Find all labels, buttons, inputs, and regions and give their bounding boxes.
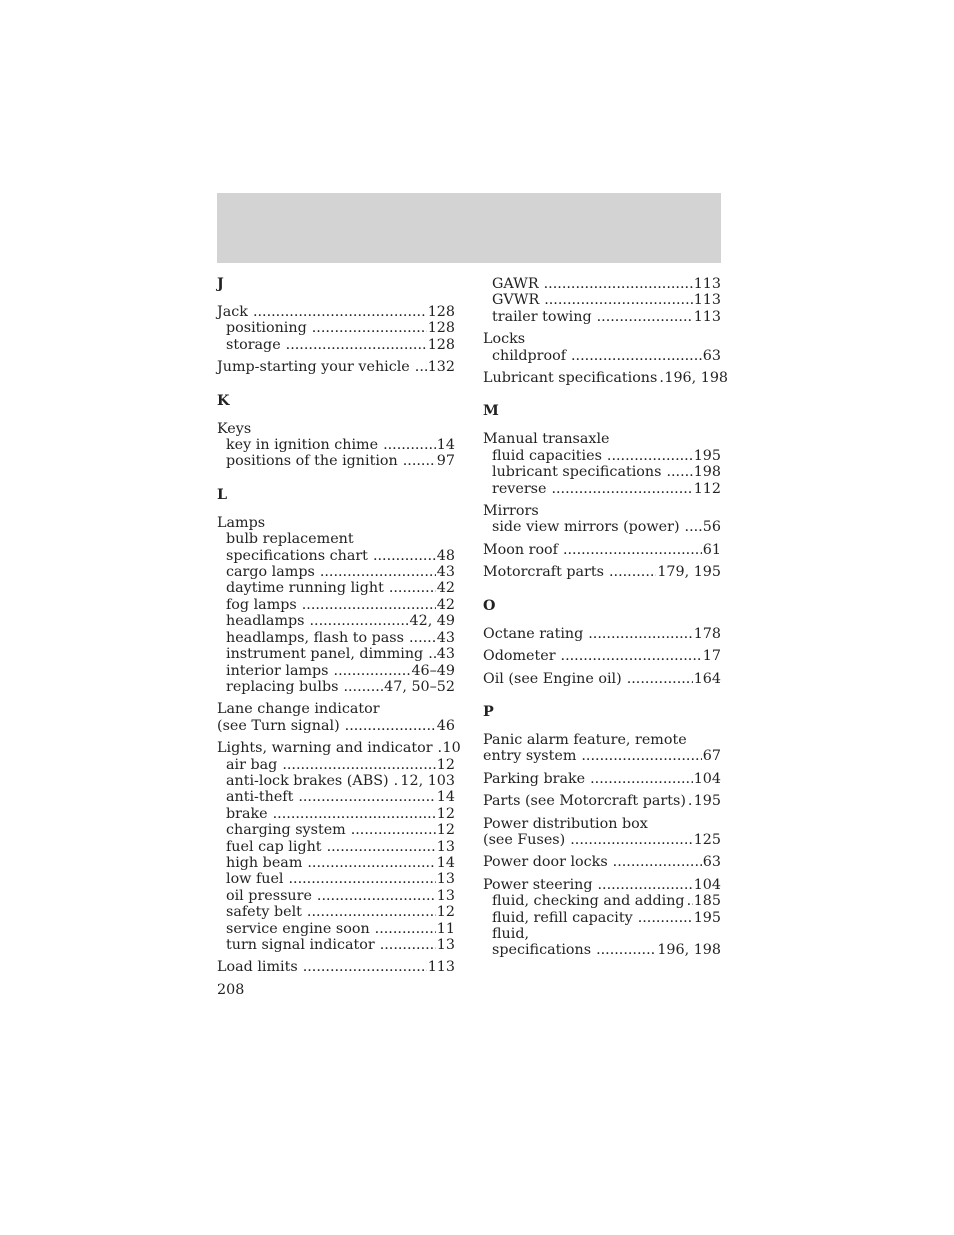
- index-subrow: trailer towing ..... 113: [483, 309, 721, 325]
- index-column-left: [217, 276, 461, 982]
- index-row: Jump-starting your vehicle ..... 132: [217, 359, 455, 375]
- index-entry-power-door-locks: [483, 854, 721, 870]
- index-subrow: positions of the ignition ..... 97: [217, 453, 455, 469]
- index-row: Octane rating ..... 178: [483, 626, 721, 642]
- index-row: Parking brake ..... 104: [483, 771, 721, 787]
- index-entry-keys: [217, 421, 455, 470]
- index-subrow: reverse ..... 112: [483, 481, 721, 497]
- index-entry-power-steering: [483, 877, 721, 959]
- index-row: Oil (see Engine oil) ..... 164: [483, 671, 721, 687]
- index-row: Lights, warning and indicator ..... 10: [217, 740, 455, 756]
- index-subrow: headlamps, flash to pass ..... 43: [217, 630, 455, 646]
- index-row: Lamps: [217, 514, 266, 531]
- index-row: Lane change indicator: [217, 701, 380, 718]
- index-entry-locks: [483, 331, 721, 364]
- section-letter-p: P: [483, 703, 494, 720]
- index-subrow: oil pressure ..... 13: [217, 888, 455, 904]
- index-subrow: anti-lock brakes (ABS) ..... 12, 103: [217, 773, 455, 789]
- index-subrow: service engine soon ..... 11: [217, 921, 455, 937]
- index-row: Mirrors: [483, 503, 539, 520]
- index-row: Lubricant specifications ..... 196, 198: [483, 370, 721, 386]
- page-number: 208: [217, 982, 245, 998]
- index-subrow: GAWR ..... 113: [483, 276, 721, 292]
- index-row: (see Fuses) ..... 125: [483, 832, 721, 848]
- index-row: Jack ..... 128: [217, 304, 455, 320]
- index-entry-power-distribution: [483, 816, 721, 849]
- index-subrow: fluid, refill capacity ..... 195: [483, 910, 721, 926]
- index-subrow: side view mirrors (power) ..... 56: [483, 519, 721, 535]
- index-entry-moon-roof: [483, 542, 721, 558]
- section-letter-o: O: [483, 597, 496, 614]
- index-entry-lane-change: [217, 701, 455, 734]
- index-subrow: high beam ..... 14: [217, 855, 455, 871]
- index-entry-lubricant: [483, 370, 729, 387]
- index-entry-parking-brake: [483, 771, 721, 787]
- index-row: Locks: [483, 331, 526, 348]
- index-subrow: specifications ..... 196, 198: [483, 942, 721, 958]
- index-row: Keys: [217, 420, 252, 437]
- index-subrow: specifications chart ..... 48: [217, 548, 455, 564]
- index-row: Load limits ..... 113: [217, 959, 455, 975]
- index-row: Power steering ..... 104: [483, 877, 721, 893]
- index-subrow: storage ..... 128: [217, 337, 455, 353]
- index-subrow: positioning ..... 128: [217, 320, 455, 336]
- index-entry-lamps: [217, 515, 455, 695]
- index-column-right: [483, 276, 729, 965]
- index-row: Panic alarm feature, remote: [483, 731, 687, 748]
- index-entry-manual-transaxle: [483, 431, 721, 497]
- index-row: Parts (see Motorcraft parts) ..... 195: [483, 793, 721, 809]
- index-subrow: safety belt ..... 12: [217, 904, 455, 920]
- index-entry-octane: [483, 626, 721, 642]
- index-row: Odometer ..... 17: [483, 648, 721, 664]
- index-entry-jack: [217, 304, 455, 353]
- section-letter-k: K: [217, 392, 230, 409]
- index-subrow: replacing bulbs ..... 47, 50–52: [217, 679, 455, 695]
- index-subrow: brake ..... 12: [217, 806, 455, 822]
- index-subrow: fog lamps ..... 42: [217, 597, 455, 613]
- index-subrow: turn signal indicator ..... 13: [217, 937, 455, 953]
- index-row: Power distribution box: [483, 815, 648, 832]
- index-subrow: air bag ..... 12: [217, 757, 455, 773]
- index-subrow: bulb replacement: [226, 531, 354, 548]
- index-subrow: GVWR ..... 113: [483, 292, 721, 308]
- index-row: Power door locks ..... 63: [483, 854, 721, 870]
- index-subrow: key in ignition chime ..... 14: [217, 437, 455, 453]
- index-subrow: lubricant specifications ..... 198: [483, 464, 721, 480]
- index-subrow: headlamps ..... 42, 49: [217, 613, 455, 629]
- index-entry-weights: [483, 276, 721, 325]
- index-entry-mirrors: [483, 503, 721, 536]
- section-letter-j: J: [217, 276, 224, 292]
- index-row: Motorcraft parts ..... 179, 195: [483, 564, 721, 580]
- index-subrow: fluid,: [492, 925, 530, 942]
- index-subrow: charging system ..... 12: [217, 822, 455, 838]
- index-subrow: low fuel ..... 13: [217, 871, 455, 887]
- section-letter-m: M: [483, 403, 499, 420]
- index-entry-lights: [217, 740, 461, 953]
- header-band: [217, 193, 721, 263]
- index-subrow: fluid capacities ..... 195: [483, 448, 721, 464]
- index-entry-oil: [483, 671, 721, 687]
- index-entry-motorcraft: [483, 564, 721, 580]
- index-entry-jump-starting: [217, 359, 455, 375]
- index-subrow: fuel cap light ..... 13: [217, 839, 455, 855]
- index-subrow: childproof ..... 63: [483, 348, 721, 364]
- index-row: Moon roof ..... 61: [483, 542, 721, 558]
- index-subrow: instrument panel, dimming ..... 43: [217, 646, 455, 662]
- index-row: entry system ..... 67: [483, 748, 721, 764]
- index-row: (see Turn signal) ..... 46: [217, 718, 455, 734]
- index-subrow: daytime running light ..... 42: [217, 580, 455, 596]
- section-letter-l: L: [217, 486, 228, 503]
- index-entry-parts: [483, 793, 721, 809]
- index-subrow: cargo lamps ..... 43: [217, 564, 455, 580]
- index-entry-odometer: [483, 648, 721, 664]
- index-entry-load-limits: [217, 959, 455, 975]
- index-entry-panic-alarm: [483, 732, 721, 765]
- index-subrow: interior lamps ..... 46–49: [217, 663, 455, 679]
- index-subrow: fluid, checking and adding ..... 185: [483, 893, 721, 909]
- index-subrow: anti-theft ..... 14: [217, 789, 455, 805]
- index-row: Manual transaxle: [483, 431, 610, 448]
